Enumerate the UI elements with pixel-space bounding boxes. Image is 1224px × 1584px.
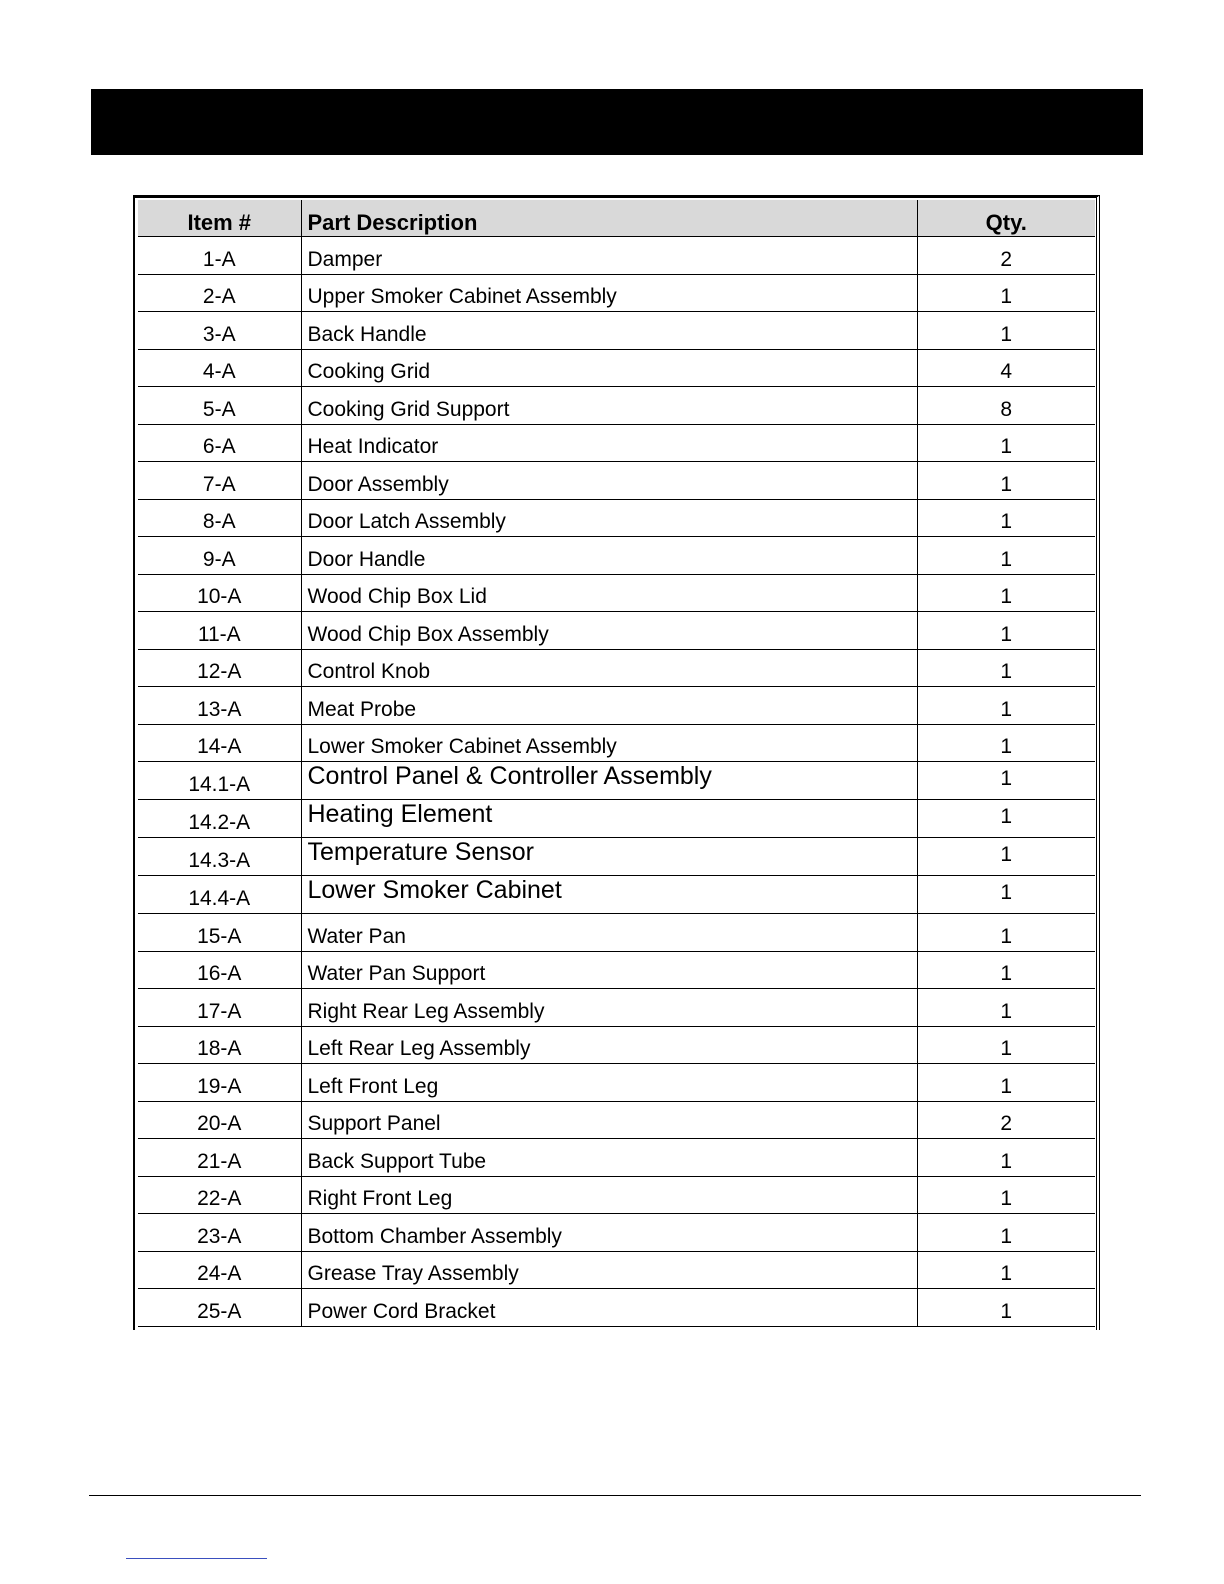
- header-quantity: Qty.: [917, 200, 1095, 237]
- row-quantity-text: 1: [1000, 697, 1013, 721]
- row-quantity: [917, 1026, 1095, 1064]
- row-item-number: [138, 1214, 301, 1252]
- row-part-description-text: Control Panel & Controller Assembly: [307, 762, 712, 790]
- row-part-description-text: Lower Smoker Cabinet: [307, 876, 562, 904]
- row-part-description: [301, 462, 917, 500]
- table-row: [138, 1214, 1095, 1252]
- row-item-number-text: 19-A: [197, 1074, 242, 1098]
- table-row: [138, 237, 1095, 275]
- row-item-number: [138, 237, 301, 275]
- row-quantity-text: 1: [1000, 843, 1013, 866]
- header-part-description: Part Description: [301, 200, 917, 237]
- row-quantity: [917, 1139, 1095, 1177]
- row-quantity-text: 1: [1000, 510, 1013, 533]
- row-quantity-text: 1: [1000, 435, 1013, 458]
- row-quantity: [917, 537, 1095, 575]
- row-item-number: [138, 312, 301, 350]
- row-item-number-text: 13-A: [197, 697, 242, 721]
- row-part-description-text: Left Front Leg: [307, 1074, 439, 1098]
- row-part-description-text: Water Pan Support: [307, 962, 486, 985]
- row-quantity-text: 1: [1000, 767, 1013, 790]
- row-part-description-text: Cooking Grid Support: [307, 397, 510, 421]
- row-part-description-text: Temperature Sensor: [307, 838, 535, 866]
- header-item-number: Item #: [138, 200, 301, 237]
- row-quantity-text: 1: [1000, 285, 1013, 308]
- row-item-number: [138, 1026, 301, 1064]
- row-item-number: [138, 951, 301, 989]
- row-quantity: [917, 649, 1095, 687]
- row-quantity-text: 1: [1000, 924, 1013, 948]
- row-part-description: [301, 1026, 917, 1064]
- row-item-number-text: 16-A: [197, 962, 242, 985]
- row-part-description-text: Wood Chip Box Lid: [307, 585, 487, 608]
- row-part-description-text: Control Knob: [307, 660, 431, 683]
- row-part-description: [301, 349, 917, 387]
- row-quantity-text: 1: [1000, 622, 1013, 646]
- table-row: [138, 612, 1095, 650]
- row-part-description: [301, 687, 917, 725]
- row-item-number-text: 22-A: [197, 1187, 242, 1210]
- row-item-number: [138, 649, 301, 687]
- row-quantity-text: 1: [1000, 881, 1013, 904]
- table-row: [138, 876, 1095, 914]
- row-part-description-text: Bottom Chamber Assembly: [307, 1224, 562, 1248]
- row-quantity-text: 1: [1000, 999, 1013, 1023]
- row-part-description-text: Meat Probe: [307, 697, 417, 721]
- row-quantity-text: 1: [1000, 962, 1013, 985]
- table-row: [138, 951, 1095, 989]
- row-part-description-text: Door Assembly: [307, 472, 449, 496]
- row-quantity: [917, 312, 1095, 350]
- table-row: [138, 1064, 1095, 1102]
- row-item-number-text: 10-A: [197, 585, 242, 608]
- row-item-number-text: 14.1-A: [188, 773, 251, 796]
- row-quantity-text: 1: [1000, 1224, 1013, 1248]
- row-item-number-text: 24-A: [197, 1262, 242, 1285]
- row-part-description: [301, 1101, 917, 1139]
- table-row: [138, 349, 1095, 387]
- row-part-description: [301, 537, 917, 575]
- row-item-number-text: 4-A: [202, 360, 236, 383]
- footer-link-underline: [126, 1558, 267, 1559]
- table-row: [138, 838, 1095, 876]
- row-item-number: [138, 762, 301, 800]
- row-part-description-text: Heating Element: [307, 800, 493, 828]
- row-part-description: [301, 1251, 917, 1289]
- page-header-bar: [91, 89, 1143, 155]
- table-row: [138, 1026, 1095, 1064]
- table-row: [138, 800, 1095, 838]
- table-row: [138, 462, 1095, 500]
- row-part-description: [301, 499, 917, 537]
- row-item-number: [138, 1064, 301, 1102]
- table-row: [138, 724, 1095, 762]
- row-item-number: [138, 462, 301, 500]
- row-item-number: [138, 574, 301, 612]
- row-item-number: [138, 499, 301, 537]
- row-part-description: [301, 1289, 917, 1327]
- row-quantity: [917, 951, 1095, 989]
- row-item-number: [138, 1139, 301, 1177]
- row-item-number-text: 20-A: [197, 1112, 242, 1135]
- row-item-number-text: 9-A: [202, 547, 236, 571]
- row-part-description: [301, 274, 917, 312]
- row-item-number: [138, 989, 301, 1027]
- row-item-number-text: 18-A: [197, 1037, 242, 1060]
- row-item-number: [138, 876, 301, 914]
- row-quantity: [917, 687, 1095, 725]
- table-row: [138, 387, 1095, 425]
- row-part-description-text: Wood Chip Box Assembly: [307, 622, 549, 646]
- row-part-description: [301, 1139, 917, 1177]
- table-header-row: [138, 200, 1095, 237]
- row-part-description: [301, 951, 917, 989]
- row-quantity: [917, 237, 1095, 275]
- row-item-number: [138, 1251, 301, 1289]
- table-row: [138, 914, 1095, 952]
- row-quantity: [917, 1214, 1095, 1252]
- row-part-description-text: Door Latch Assembly: [307, 510, 506, 533]
- row-quantity-text: 2: [1000, 1112, 1013, 1135]
- table-row: [138, 1289, 1095, 1327]
- row-part-description: [301, 612, 917, 650]
- row-part-description: [301, 914, 917, 952]
- row-part-description-text: Right Rear Leg Assembly: [307, 999, 545, 1023]
- row-quantity-text: 1: [1000, 547, 1013, 571]
- row-quantity-text: 1: [1000, 1299, 1013, 1323]
- table-row: [138, 762, 1095, 800]
- row-item-number: [138, 838, 301, 876]
- row-item-number-text: 3-A: [202, 322, 236, 346]
- table-row: [138, 1251, 1095, 1289]
- row-part-description: [301, 838, 917, 876]
- row-item-number: [138, 612, 301, 650]
- row-quantity: [917, 274, 1095, 312]
- row-item-number-text: 15-A: [197, 924, 242, 948]
- row-item-number: [138, 724, 301, 762]
- row-quantity: [917, 499, 1095, 537]
- row-item-number: [138, 914, 301, 952]
- row-quantity: [917, 387, 1095, 425]
- table-row: [138, 274, 1095, 312]
- row-part-description-text: Back Handle: [307, 322, 427, 346]
- row-item-number-text: 23-A: [197, 1224, 242, 1248]
- row-part-description: [301, 762, 917, 800]
- row-item-number: [138, 800, 301, 838]
- table-row: [138, 687, 1095, 725]
- row-item-number: [138, 274, 301, 312]
- row-quantity: [917, 462, 1095, 500]
- row-quantity: [917, 914, 1095, 952]
- row-item-number: [138, 387, 301, 425]
- row-part-description-text: Upper Smoker Cabinet Assembly: [307, 285, 617, 308]
- row-part-description: [301, 1064, 917, 1102]
- row-quantity-text: 1: [1000, 1074, 1013, 1098]
- row-quantity-text: 4: [1000, 360, 1013, 383]
- table-row: [138, 499, 1095, 537]
- row-part-description-text: Cooking Grid: [307, 360, 431, 383]
- row-item-number-text: 5-A: [202, 397, 236, 421]
- row-part-description-text: Door Handle: [307, 547, 426, 571]
- footer-divider: [89, 1495, 1141, 1496]
- parts-list-table: [138, 200, 1095, 1327]
- row-quantity-text: 1: [1000, 1187, 1013, 1210]
- row-item-number-text: 2-A: [202, 285, 236, 308]
- row-part-description: [301, 724, 917, 762]
- row-quantity-text: 1: [1000, 1037, 1013, 1060]
- row-item-number-text: 7-A: [202, 472, 236, 496]
- table-row: [138, 649, 1095, 687]
- row-part-description-text: Water Pan: [307, 924, 406, 948]
- row-part-description-text: Damper: [307, 247, 383, 271]
- row-quantity: [917, 424, 1095, 462]
- row-item-number-text: 17-A: [197, 999, 242, 1023]
- row-item-number-text: 14.4-A: [188, 887, 251, 910]
- row-part-description: [301, 1176, 917, 1214]
- row-item-number: [138, 1101, 301, 1139]
- row-item-number: [138, 349, 301, 387]
- row-quantity-text: 1: [1000, 322, 1013, 346]
- row-item-number: [138, 537, 301, 575]
- row-part-description-text: Heat Indicator: [307, 435, 439, 458]
- row-quantity: [917, 1101, 1095, 1139]
- row-part-description-text: Lower Smoker Cabinet Assembly: [307, 735, 617, 758]
- row-item-number: [138, 1176, 301, 1214]
- row-item-number: [138, 424, 301, 462]
- table-row: [138, 1101, 1095, 1139]
- row-item-number-text: 8-A: [202, 510, 236, 533]
- row-part-description-text: Grease Tray Assembly: [307, 1262, 519, 1285]
- row-part-description: [301, 800, 917, 838]
- row-quantity: [917, 800, 1095, 838]
- row-item-number: [138, 1289, 301, 1327]
- row-quantity: [917, 876, 1095, 914]
- row-quantity-text: 1: [1000, 472, 1013, 496]
- table-row: [138, 424, 1095, 462]
- table-row: [138, 574, 1095, 612]
- row-quantity: [917, 838, 1095, 876]
- row-item-number-text: 25-A: [197, 1299, 242, 1323]
- row-quantity-text: 1: [1000, 1262, 1013, 1285]
- row-part-description: [301, 989, 917, 1027]
- row-part-description-text: Left Rear Leg Assembly: [307, 1037, 531, 1060]
- row-quantity-text: 8: [1000, 397, 1013, 421]
- row-part-description: [301, 876, 917, 914]
- row-quantity: [917, 724, 1095, 762]
- row-quantity: [917, 1176, 1095, 1214]
- table-row: [138, 312, 1095, 350]
- row-part-description: [301, 312, 917, 350]
- row-part-description: [301, 574, 917, 612]
- row-part-description: [301, 649, 917, 687]
- row-item-number-text: 12-A: [197, 660, 242, 683]
- row-item-number-text: 11-A: [197, 622, 241, 646]
- row-item-number-text: 14.3-A: [188, 849, 251, 872]
- row-part-description: [301, 1214, 917, 1252]
- row-item-number-text: 1-A: [202, 247, 236, 271]
- row-quantity-text: 1: [1000, 660, 1013, 683]
- row-quantity: [917, 1289, 1095, 1327]
- row-item-number: [138, 687, 301, 725]
- row-item-number-text: 14.2-A: [188, 811, 251, 834]
- row-item-number-text: 6-A: [202, 435, 236, 458]
- row-part-description-text: Right Front Leg: [307, 1187, 453, 1210]
- row-part-description-text: Support Panel: [307, 1112, 441, 1135]
- row-quantity-text: 1: [1000, 1149, 1013, 1173]
- row-quantity: [917, 1064, 1095, 1102]
- row-part-description-text: Power Cord Bracket: [307, 1299, 496, 1323]
- row-part-description: [301, 387, 917, 425]
- table-row: [138, 1139, 1095, 1177]
- row-quantity: [917, 574, 1095, 612]
- row-quantity: [917, 612, 1095, 650]
- parts-table-body: [138, 237, 1095, 1327]
- row-quantity-text: 1: [1000, 585, 1013, 608]
- row-part-description-text: Back Support Tube: [307, 1149, 487, 1173]
- row-quantity-text: 1: [1000, 735, 1013, 758]
- row-part-description: [301, 424, 917, 462]
- table-row: [138, 1176, 1095, 1214]
- row-quantity: [917, 1251, 1095, 1289]
- table-row: [138, 989, 1095, 1027]
- row-quantity-text: 2: [1000, 247, 1013, 271]
- row-item-number-text: 21-A: [197, 1149, 242, 1173]
- table-row: [138, 537, 1095, 575]
- row-quantity-text: 1: [1000, 805, 1013, 828]
- row-quantity: [917, 349, 1095, 387]
- row-quantity: [917, 989, 1095, 1027]
- row-part-description: [301, 237, 917, 275]
- row-quantity: [917, 762, 1095, 800]
- row-item-number-text: 14-A: [197, 735, 242, 758]
